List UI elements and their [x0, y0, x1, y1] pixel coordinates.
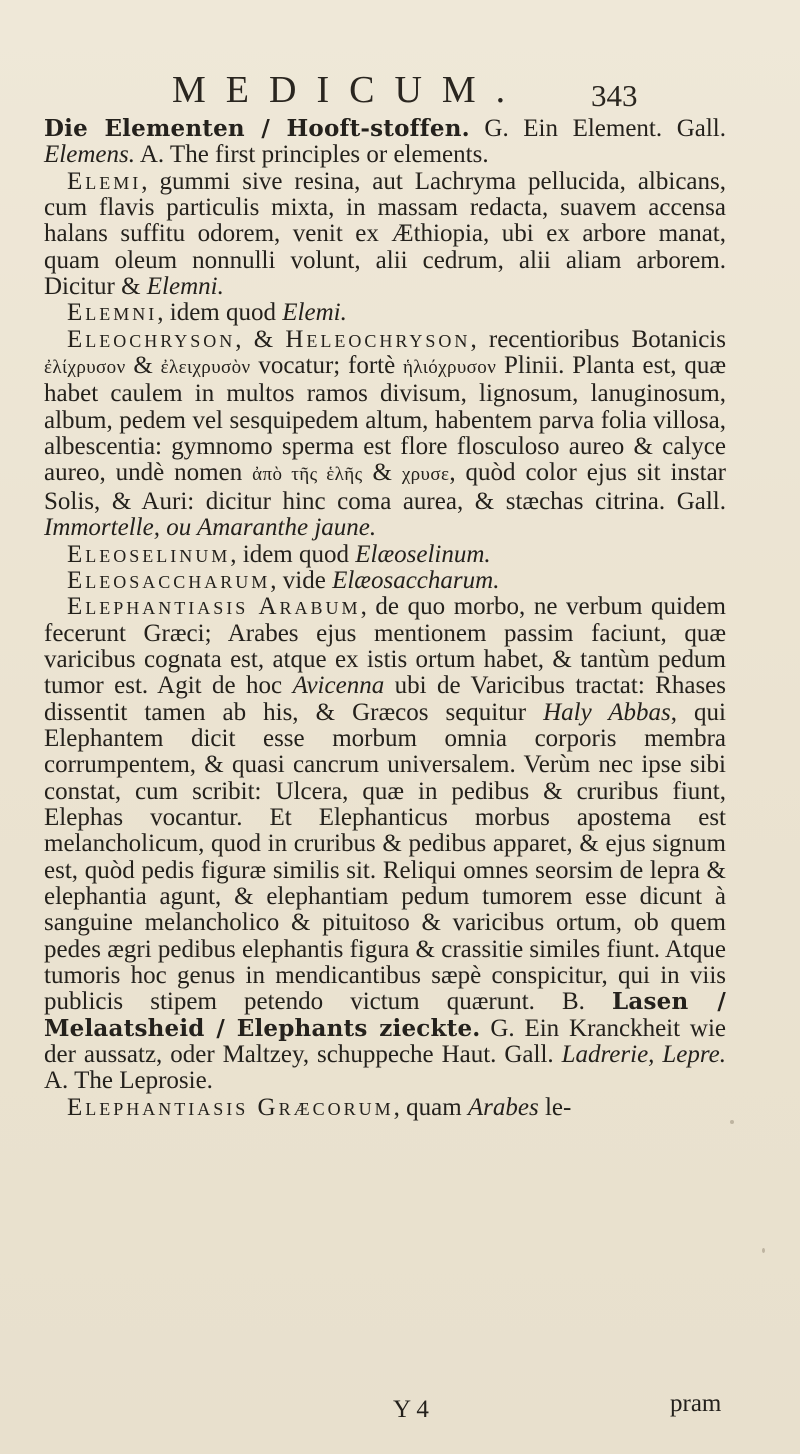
- entry-elemi: [44, 169, 726, 301]
- entry-text: le-: [538, 1093, 572, 1121]
- entry-elephantiasis-graecorum: [44, 1095, 726, 1121]
- greek-word: χρυσε: [401, 464, 450, 486]
- headword: Eleoselinum: [67, 540, 231, 568]
- cross-reference: Elemi.: [282, 299, 347, 327]
- paper-speck: [730, 1120, 734, 1124]
- french-term: Ladrerie, Lepre.: [561, 1041, 726, 1069]
- entry-text: A. The Leprosie.: [44, 1067, 213, 1095]
- french-term: Elemens.: [44, 141, 135, 169]
- entry-text: vocatur; fortè: [250, 352, 404, 380]
- french-term: Immortelle, ou Amaranthe jaune.: [44, 514, 377, 542]
- entry-text: A. The first principles or elements.: [134, 141, 489, 169]
- dutch-terms: Lasen / Melaatsheid / Elephants zieckte.: [44, 988, 726, 1042]
- entry-text: G. Ein Kranckheit wie der aussatz, oder Maltzey, schuppeche Haut. Gall.: [44, 1014, 726, 1069]
- headword: Elephantiasis Arabum: [67, 593, 361, 621]
- cross-reference: Elæosaccharum.: [332, 566, 500, 594]
- headword: Elemi: [67, 167, 142, 195]
- entry-text: , quòd color ejus sit instar Solis, & Auri: dicitur hinc coma aurea, & stæchas citrina. Gall.: [44, 459, 726, 515]
- headword: Eleochryson: [67, 325, 236, 353]
- entry-elephantiasis-arabum: [44, 594, 726, 1095]
- entry-text: , quam: [393, 1093, 468, 1121]
- page-footer: [0, 1390, 800, 1436]
- entry-elemni: [44, 300, 726, 326]
- entry-eleochryson: [44, 327, 726, 542]
- entry-text: &: [125, 352, 161, 380]
- dictionary-text: [44, 116, 726, 1121]
- entry-text: , de quo morbo, ne verbum quidem fecerunt Græci; Arabes ejus mentionem passim faciunt, quæ varicibus cognata est, atque ex istis ortum habet, & tantùm pedum tumor est. Agit de hoc: [44, 593, 726, 700]
- entry-text: , recentioribus Botanicis: [470, 325, 726, 353]
- paper-speck: [762, 1248, 765, 1253]
- entry-text: , gummi sive resina, aut Lachryma pellucida, albicans, cum flavis particulis mixta, in massam redacta, suavem accensa halans suffitu odorem, venit ex Æthiopia, ubi ex arbore manat, quam oleum nonnulli volunt, alii cedrum, alii aliam arborem. Dicitur &: [44, 167, 726, 301]
- headword: Elemni: [67, 299, 158, 327]
- headword: Eleosaccharum: [67, 566, 271, 594]
- entry-eleoselinum: [44, 542, 726, 568]
- entry-eleosaccharum: [44, 568, 726, 594]
- page-header: [0, 68, 800, 113]
- entry-text: , &: [235, 325, 286, 353]
- entry-text: , vide: [270, 566, 333, 594]
- entry-elementa: [44, 116, 726, 169]
- cross-reference: Elæoselinum.: [355, 540, 491, 568]
- catchword: pram: [670, 1390, 722, 1417]
- headword-variant: Heleochryson: [285, 325, 471, 353]
- entry-text: , qui Elephantem dicit esse morbum omnia corporis membra corrumpentem, & quasi cancrum universalem. Verùm nec ipse sibi constat, cum scribit: Ulcera, quæ in pedibus & cruribus fiunt, Elephas vocantur. Et Elephanticus morbus apostema est melancholicum, quod in cruribus & pedibus apparet, & ejus signum est, quòd pedis figuræ similis sit. Reliqui omnes seorsim de lepra & elephantia agunt, & elephantiam pedum tumorem esse dicunt à sanguine melancholico & pituitoso & varicibus ortum, ob quem pedes ægri pedibus elephantis figura & crassitie similes fiunt. Atque tumoris hoc genus in mendicantibus sæpè conspicitur, qui in viis publicis stipem petendo victum quærunt. B.: [44, 698, 726, 1016]
- entry-text: G. Ein Element. Gall.: [469, 115, 726, 142]
- cross-reference: Elemni.: [146, 273, 224, 301]
- author-name: Avicenna: [292, 672, 385, 700]
- entry-text: &: [362, 459, 402, 487]
- author-name: Haly Abbas: [543, 698, 671, 726]
- greek-word: ἐλίχρυσον: [44, 357, 126, 379]
- cross-reference: Arabes: [467, 1093, 539, 1121]
- german-heading: Die Elementen / Hooft-stoffen.: [44, 115, 470, 142]
- entry-text: , idem quod: [230, 540, 356, 568]
- running-head: MEDICUM.: [172, 69, 526, 111]
- greek-word: ἀπὸ τῆς ἑλῆς: [252, 464, 363, 486]
- signature-mark: Y 4: [393, 1396, 429, 1423]
- entry-text: ubi de Varicibus tractat: Rhases dissentit tamen ab his, & Græcos sequitur: [44, 672, 726, 726]
- entry-text: Plinii. Planta est, quæ habet caulem in multos ramos divisum, lignosum, lanuginosum, album, pedem vel sesquipedem altum, habentem parva folia villosa, albescentia: gymnomo sperma est flore flosculoso aureo & calyce aureo, undè nomen: [44, 352, 726, 487]
- headword: Elephantiasis Græcorum: [67, 1093, 394, 1121]
- entry-text: , idem quod: [157, 299, 283, 327]
- greek-word: ἐλειχρυσὸν: [160, 357, 251, 379]
- greek-word: ἡλιόχρυσον: [403, 357, 497, 379]
- page-number: 343: [591, 78, 638, 113]
